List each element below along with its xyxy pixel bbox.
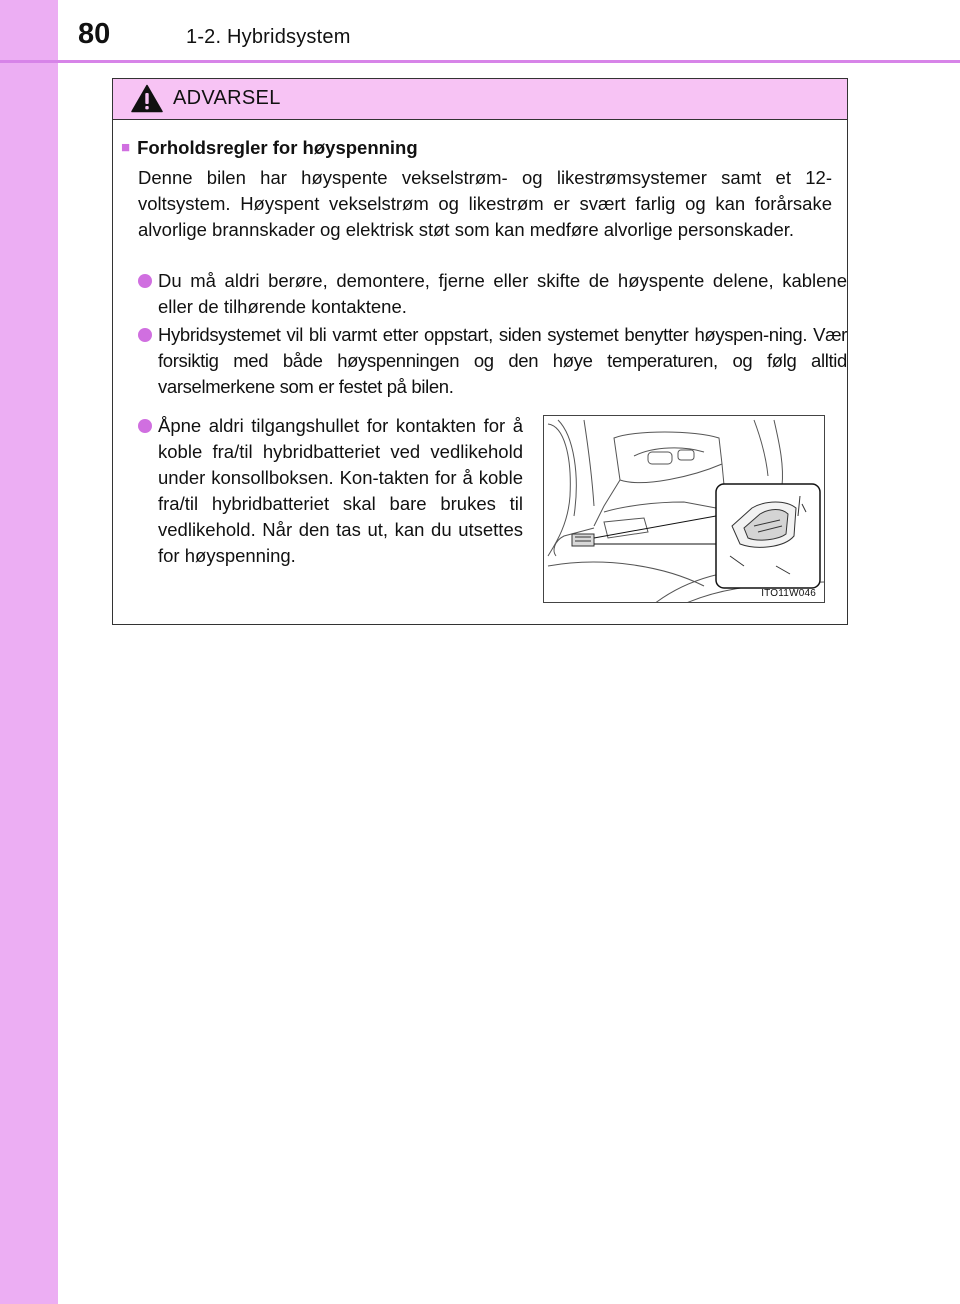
bullet-text: Du må aldri berøre, demontere, fjerne eller skifte de høyspente delene, kablene eller de tilhørende kontaktene. (158, 270, 847, 317)
side-tab (0, 0, 58, 1304)
warning-box (112, 78, 848, 625)
bullet-dot-icon (138, 328, 152, 342)
section-title: 1-2. Hybridsystem (186, 26, 351, 48)
subheading (121, 137, 418, 159)
bullet-dot-icon (138, 419, 152, 433)
console-illustration (543, 415, 825, 603)
figure-code: ITO11W046 (761, 588, 816, 599)
page-number: 80 (78, 18, 111, 50)
console-drawing (544, 416, 825, 603)
bullet-dot-icon (138, 274, 152, 288)
warning-header (113, 79, 847, 120)
bullet-text: Hybridsystemet vil bli varmt etter oppstart, siden systemet benytter høyspen-ning. Vær forsiktig med både høyspenningen og den høye temperaturen, og følg alltid varselmerkene som er festet på bilen. (158, 324, 847, 397)
header-rule (0, 60, 960, 63)
warning-icon (131, 84, 163, 113)
subheading-text: Forholdsregler for høyspenning (137, 137, 418, 158)
bullet-text: Åpne aldri tilgangshullet for kontakten for å koble fra/til hybridbatteriet ved vedlikehold under konsollboksen. Kon-takten for å koble fra/til hybridbatteriet skal bare brukes til vedlikehold. Når den tas ut, kan du utsettes for høyspenning. (158, 415, 523, 566)
warning-title: ADVARSEL (173, 87, 281, 109)
intro-paragraph: Denne bilen har høyspente vekselstrøm- og likestrømsystemer samt et 12-voltsystem. Høyspent vekselstrøm og likestrøm er svært farlig og kan forårsake alvorlige brannskader og elektrisk støt som kan medføre alvorlige personskader. (138, 167, 832, 240)
square-bullet-icon: ■ (121, 139, 131, 156)
